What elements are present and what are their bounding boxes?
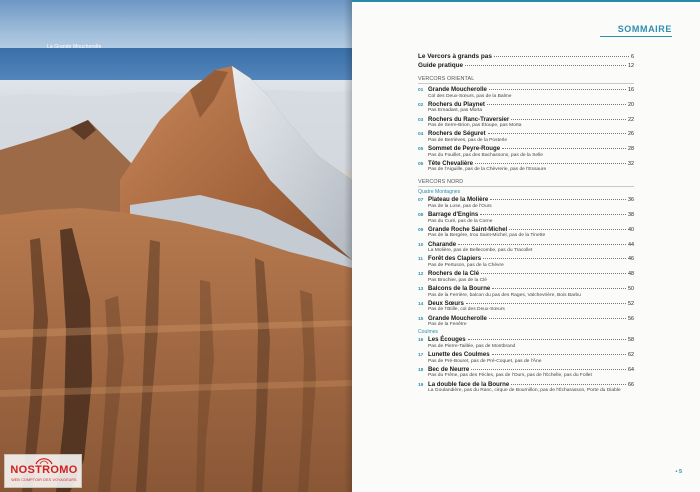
route-passes: Pas de la Bergère, trou Saint-Michel, pas de la Tinette — [428, 233, 546, 239]
route-passes: Pas de la Lose, pas de l'Ours — [428, 203, 492, 209]
route-title: Deux Sœurs — [428, 299, 464, 307]
dot-leader — [490, 199, 626, 200]
route-title: Rochers de la Clé — [428, 270, 480, 278]
route-passes: La Molière, pas de Bellecombe, pas du Tracollet — [428, 248, 533, 254]
nostromo-logo[interactable] — [4, 454, 82, 488]
dot-leader — [488, 133, 626, 134]
route-title: Charande — [428, 240, 457, 248]
toc-entry[interactable] — [418, 315, 634, 329]
route-passes: Pas de l'Aiguille, pas de la Chèvrerie, pas de l'Essaure — [428, 167, 547, 173]
route-number: 01 — [418, 87, 424, 93]
dot-leader — [465, 65, 626, 66]
route-page-number: 38 — [628, 212, 634, 219]
top-rule — [352, 0, 700, 2]
toc-entry[interactable] — [418, 101, 634, 115]
route-passes: La Goulandière, pas du Ranc, cirque de Bournillon, pas de l'Écharasson, Porte du Diable — [428, 388, 621, 394]
route-number: 07 — [418, 198, 424, 204]
route-passes: Pas de Serre-Brion, pas Étoupe, pas Morta — [428, 123, 522, 129]
route-number: 09 — [418, 227, 424, 233]
toc-entry-row — [418, 336, 634, 344]
dot-leader — [511, 119, 626, 120]
route-title: Grande Moucherolle — [428, 314, 487, 322]
route-passes: Pas Brochier, pas de la Clé — [428, 277, 487, 283]
route-number: 13 — [418, 286, 424, 292]
toc-entry-row — [418, 270, 634, 278]
toc-main-entry[interactable] — [418, 53, 634, 62]
route-page-number: 40 — [628, 226, 634, 233]
route-page-number: 50 — [628, 285, 634, 292]
toc-entry-row — [418, 86, 634, 94]
route-passes: Pas de Berrièves, pas de la Posterle — [428, 137, 508, 143]
logo-name: NOSTROMO — [10, 464, 78, 476]
section-rule — [418, 186, 634, 187]
route-passes: Col des Deux-Sœurs, pas de la Balme — [428, 93, 512, 99]
toc-entry[interactable] — [418, 285, 634, 299]
toc-entry[interactable] — [418, 196, 634, 210]
subsection-heading: Quatre Montagnes — [418, 189, 461, 196]
toc-entry-row — [418, 255, 634, 263]
route-page-number: 20 — [628, 101, 634, 108]
toc-entry-title: Le Vercors à grands pas — [418, 53, 492, 60]
toc-main-entry[interactable] — [418, 62, 634, 71]
toc-entry[interactable] — [418, 336, 634, 350]
route-number: 05 — [418, 147, 424, 153]
route-title: Rochers de Séguret — [428, 130, 486, 138]
route-page-number: 64 — [628, 366, 634, 373]
route-passes: Pas de l'Œille, col des Deux-Sœurs — [428, 307, 505, 313]
dot-leader — [468, 339, 626, 340]
route-number: 19 — [418, 382, 424, 388]
route-page-number: 44 — [628, 241, 634, 248]
logo-tagline: WEB COMPTOIR DES VOYAGEURS — [11, 478, 77, 482]
toc-entry[interactable] — [418, 366, 634, 380]
route-page-number: 66 — [628, 381, 634, 388]
section-heading: VERCORS NORD — [418, 179, 464, 186]
toc-entry-row — [418, 351, 634, 359]
route-page-number: 56 — [628, 315, 634, 322]
dot-leader — [471, 369, 626, 370]
dot-leader — [492, 288, 626, 289]
dot-leader — [492, 354, 626, 355]
route-page-number: 36 — [628, 197, 634, 204]
dot-leader — [487, 104, 626, 105]
route-number: 02 — [418, 102, 424, 108]
route-passes: Pas du Curé, pas de la Corne — [428, 218, 493, 224]
route-number: 16 — [418, 338, 424, 344]
route-title: Tête Chevalière — [428, 159, 474, 167]
toc-entry[interactable] — [418, 381, 634, 395]
route-page-number: 28 — [628, 146, 634, 153]
contents-title: SOMMAIRE — [617, 24, 672, 34]
route-passes: Pas du Fouillet, pas des Bachassons, pas de la Selle — [428, 152, 543, 158]
route-page-number: 46 — [628, 256, 634, 263]
route-page-number: 26 — [628, 131, 634, 138]
toc-entry-row — [418, 130, 634, 138]
dot-leader — [509, 229, 626, 230]
route-title: Plateau de la Molière — [428, 196, 489, 204]
route-title: Grande Moucherolle — [428, 85, 487, 93]
subsection-heading: Coulmes — [418, 329, 439, 336]
dot-leader — [511, 384, 626, 385]
toc-entry-row — [418, 116, 634, 124]
dot-leader — [475, 163, 626, 164]
toc-entry[interactable] — [418, 130, 634, 144]
toc-entry[interactable] — [418, 300, 634, 314]
route-title: Rochers du Ranc-Traversier — [428, 115, 510, 123]
toc-entry-row — [418, 145, 634, 153]
dot-leader — [480, 214, 626, 215]
toc-entry-title: Guide pratique — [418, 61, 464, 69]
dot-leader — [502, 148, 626, 149]
route-title: Forêt des Clapiers — [428, 255, 482, 263]
route-number: 10 — [418, 242, 424, 248]
dot-leader — [489, 89, 626, 90]
toc-entry[interactable] — [418, 351, 634, 365]
section-heading: VERCORS ORIENTAL — [418, 76, 475, 83]
toc-entry[interactable] — [418, 145, 634, 159]
route-number: 17 — [418, 353, 424, 359]
toc-entry-row — [418, 285, 634, 293]
route-passes: Pas de Pierre-Taillée, pas de Montbrand — [428, 343, 516, 349]
dot-leader — [466, 303, 626, 304]
route-number: 03 — [418, 117, 424, 123]
route-passes: Pas du Frêne, pas des Fécles, pas de l'Ours, pas de l'Échelle, pas du Follet — [428, 373, 592, 379]
route-number: 06 — [418, 161, 424, 167]
dot-leader — [458, 244, 626, 245]
route-title: Grande Roche Saint-Michel — [428, 225, 508, 233]
title-underline — [600, 36, 672, 37]
toc-entry-row — [418, 315, 634, 323]
route-title: Sommet de Peyre-Rouge — [428, 145, 501, 153]
route-title: Balcons de la Bourne — [428, 284, 491, 292]
toc-entry-row — [418, 196, 634, 204]
route-page-number: 52 — [628, 300, 634, 307]
route-passes: Pas de la Fenêtre — [428, 322, 467, 328]
toc-entry[interactable] — [418, 270, 634, 284]
route-passes: Pas Ernadant, pas Morta — [428, 108, 483, 114]
contents-page — [352, 0, 700, 492]
toc-entry[interactable] — [418, 241, 634, 255]
route-page-number: 16 — [628, 86, 634, 93]
table-of-contents — [418, 53, 634, 395]
dot-leader — [481, 273, 626, 274]
toc-page-number: 12 — [628, 62, 634, 69]
toc-entry[interactable] — [418, 226, 634, 240]
toc-entry[interactable] — [418, 86, 634, 100]
route-page-number: 62 — [628, 352, 634, 359]
route-number: 15 — [418, 316, 424, 322]
route-passes: Pas de Pertuson, pas de la Chèvre — [428, 263, 504, 268]
toc-entry[interactable] — [418, 255, 634, 269]
route-number: 12 — [418, 272, 424, 278]
route-number: 14 — [418, 301, 424, 307]
toc-page-number: 6 — [631, 54, 634, 60]
route-number: 11 — [418, 257, 424, 263]
toc-entry[interactable] — [418, 116, 634, 130]
route-number: 04 — [418, 132, 424, 138]
route-title: Rochers du Playnet — [428, 100, 485, 108]
dot-leader — [489, 318, 626, 319]
route-title: Les Écouges — [428, 336, 466, 344]
dot-leader — [494, 56, 629, 57]
toc-entry-row — [418, 211, 634, 219]
route-passes: Pas de Pré-Bouret, pas de Pré-Coquet, pas de l'Âne — [428, 358, 542, 364]
route-title: Lunette des Coulmes — [428, 351, 490, 359]
route-page-number: 22 — [628, 116, 634, 123]
route-page-number: 48 — [628, 271, 634, 278]
route-title: Bec de Neurre — [428, 365, 470, 373]
photo-caption: La Grande Moucherolle — [47, 44, 102, 50]
route-number: 08 — [418, 213, 424, 219]
route-title: La double face de la Bourne — [428, 380, 510, 388]
toc-entry[interactable] — [418, 211, 634, 225]
route-number: 18 — [418, 367, 424, 373]
page-number: • 5 — [675, 469, 682, 475]
toc-entry[interactable] — [418, 160, 634, 174]
route-page-number: 58 — [628, 337, 634, 344]
route-title: Barrage d'Engins — [428, 211, 479, 219]
section-rule — [418, 83, 634, 84]
dot-leader — [483, 258, 626, 259]
route-page-number: 32 — [628, 160, 634, 167]
route-passes: Pas de la Ferrière, balcon du pas des Rages, Valchevrière, Bois Barbu — [428, 292, 581, 298]
